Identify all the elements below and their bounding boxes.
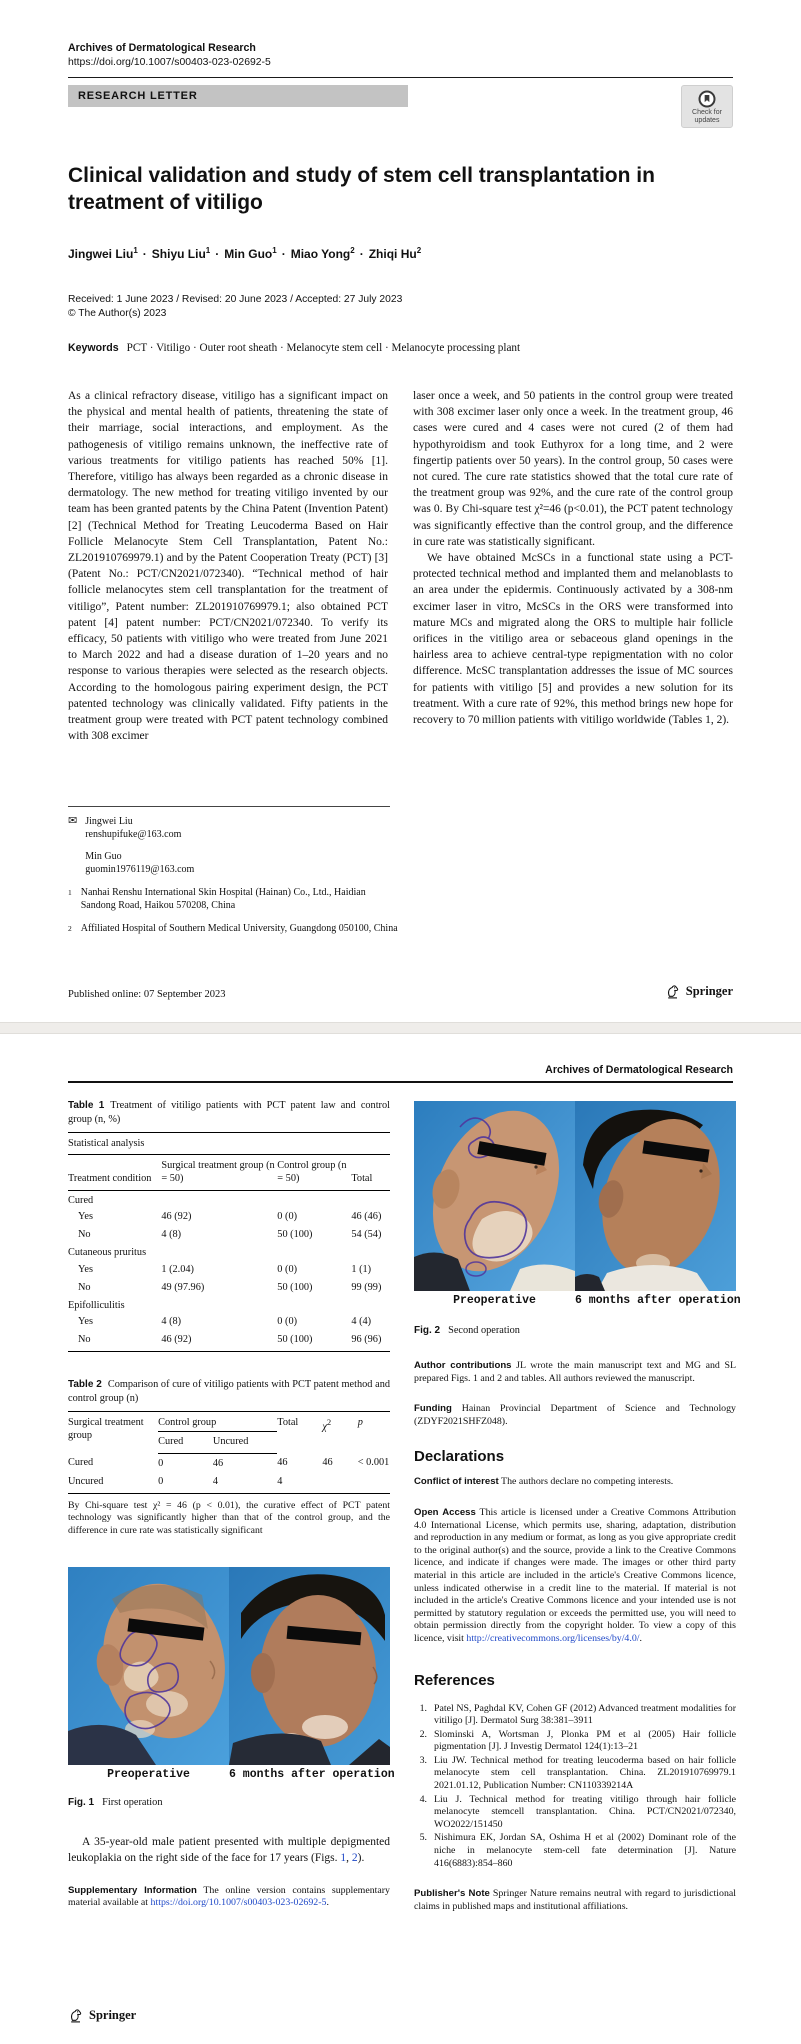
table2-caption: Table 2 Comparison of cure of vitiligo patients with PCT patent method and control group (n) <box>68 1379 390 1404</box>
table-row: No 49 (97.96) 50 (100) 99 (99) <box>78 1281 382 1293</box>
reference-item: 2. Slominski A, Wortsman J, Plonka PM et al (2005) Hair follicle pigmentation [J]. J Investig Dermatol 124(1):13–21 <box>419 1728 736 1753</box>
figure2-caption: Fig. 2 Second operation <box>414 1325 520 1336</box>
author: Jingwei Liu$^1$ <box>68 246 138 261</box>
header-rule <box>68 77 733 78</box>
table-row: No 46 (92) 50 (100) 96 (96) <box>68 1331 390 1352</box>
table-row: Yes 4 (8) 0 (0) 4 (4) <box>78 1316 372 1327</box>
table1-subheader: Statistical analysis <box>68 1133 390 1155</box>
affiliation: 1 Nanhai Renshu International Skin Hospital (Hainan) Co., Ltd., Haidian Sandong Road, Haikou 570208, China <box>68 887 366 911</box>
publishers-note: Publisher's Note Springer Nature remains neutral with regard to jurisdictional claims in published maps and institutional affiliations. <box>414 1888 737 1912</box>
funding: Funding Hainan Provincial Department of Science and Technology (ZDYF2021SHFZ048). <box>414 1403 736 1427</box>
page1-footer <box>68 983 733 1000</box>
journal-name: Archives of Dermatological Research <box>68 42 256 54</box>
affiliation: 2 Affiliated Hospital of Southern Medical University, Guangdong 050100, China <box>68 923 398 934</box>
check-for-updates-badge[interactable] <box>681 85 733 128</box>
figure2-pre-label: Preoperative <box>453 1294 536 1307</box>
figure1-preoperative-photo <box>68 1567 229 1765</box>
table1-section: Cutaneous pruritus <box>68 1247 147 1258</box>
reference-item: 4. Liu J. Technical method for treating vitiligo through hair follicle melanocyte stemcell transplantation. China. PCT/CN2021/072340, WO2022/151450 <box>419 1793 736 1830</box>
body-paragraph: We have obtained McSCs in a functional state using a PCT-protected technical method and implanted them and melanoblasts to an area under the epidermis. Continuously activated by a 308-nm excimer laser in vitro, McSCs in the ORS were transformed into mature MCs and migrated along the ORS to multiple hair follicle orifices in the vitiligo area or sebaceous gland openings in the hairless area to achieve central-type repigmentation with no color difference. McSC transplantation addresses the issue of MC sources for patients with vitiligo [5] and provides a new solution for its treatment. With a cure rate of 92%, this method brings new hope for recovery to 70 million patients with vitiligo worldwide (Tables 1, 2). <box>413 552 733 727</box>
references-heading: References <box>414 1671 495 1689</box>
table-row: Cured 0 46 46 46 < 0.001 <box>68 1457 390 1469</box>
article-title: Clinical validation and study of stem cell transplantation in treatment of vitiligo <box>68 164 655 214</box>
reference-list <box>414 1703 736 1871</box>
banner-row <box>68 85 733 128</box>
doi-line: https://doi.org/10.1007/s00403-023-02692-5 <box>68 57 271 68</box>
reference-item: 1. Patel NS, Paghdal KV, Cohen GF (2012) Advanced treatment modalities for vitiligo [J]. Dermatol Surg 38:381–3911 <box>419 1702 736 1727</box>
figure1-pre-label: Preoperative <box>107 1768 190 1782</box>
conflict-of-interest: Conflict of interest The authors declare no competing interests. <box>414 1476 674 1488</box>
springer-logo: Springer <box>68 2007 136 2024</box>
published-online: Published online: 07 September 2023 <box>68 989 226 1000</box>
table2: Surgical treatment group Control group Total $\chi^2$ p Cured Uncured Cured 0 46 46 46 < 0.001 Uncured 0 4 4 <box>68 1411 390 1494</box>
table1-section: Cured <box>68 1194 94 1206</box>
body-paragraph: laser once a week, and 50 patients in the control group were treated with 308 excimer laser only once a week. In the treatment group, 46 cases were cured and 4 cases were not cured (2 of them had hypothyroidism and took Euthyrox for a long time, and 2 were fingertip patients over 50 years). In the control group, 50 cases were not cured. The cure rate statistics showed that the total cure rate of the treatment group was 92%, and the cure rate of the control group was 0. By Chi-square test χ²=46 (p<0.01), the PCT patent technology was significantly effective than the control group, and the difference in cure rate was statistically significant. <box>413 390 733 548</box>
author: Shiyu Liu$^1$ <box>151 246 211 261</box>
reference-item: 5. Nishimura EK, Jordan SA, Oshima H et al (2002) Dominant role of the niche in melanocyte stem-cell fate determination [J]. Nature 416(6883):854–860 <box>419 1832 736 1869</box>
body-column-right <box>413 388 733 796</box>
table1: Statistical analysis Treatment condition Surgical treatment group (n = 50) Control group (n = 50) Total Cured Yes 46 (92) 0 (0) 46 (46) No 4 (8) 50 (100) 54 (54) Cutaneous pruritus Yes 1 (2.04) 0 (0) 1 (1) No 49 (97.96) 50 (100) 99 (99) Epifolliculitis Yes 4 (8) 0 (0) 4 (4) No 46 (92) 50 (100) 96 (96) <box>68 1132 390 1352</box>
body-column-left <box>68 388 388 796</box>
corresponding-name: Jingwei Liu <box>85 816 133 827</box>
figure2-postoperative-photo <box>575 1101 736 1291</box>
running-head: Archives of Dermatological Research <box>545 1064 733 1076</box>
check-updates-text-2: updates <box>694 117 720 124</box>
figure2-post-label: 6 months after operation <box>575 1294 741 1307</box>
supplementary-information: Supplementary Information The online version contains supplementary material available at https://doi.org/10.1007/s00403-023-02692-5. <box>68 1884 390 1909</box>
figure2-photo-labels <box>414 1291 741 1309</box>
table2-note: By Chi-square test χ² = 46 (p < 0.01), the curative effect of PCT patent technology was significantly higher than that of the control group, and the difference in cure rate was statistically significant <box>68 1499 390 1536</box>
article-history: Received: 1 June 2023 / Revised: 20 June 2023 / Accepted: 27 July 2023 <box>68 294 403 305</box>
corresponding-authors <box>68 815 398 876</box>
figure2-preoperative-photo <box>414 1101 575 1291</box>
footnote-block <box>68 815 398 935</box>
copyright-line: © The Author(s) 2023 <box>68 308 167 319</box>
springer-horse-icon <box>665 983 681 1000</box>
open-access: Open Access This article is licensed under a Creative Commons Attribution 4.0 International License, which permits use, sharing, adaptation, distribution and reproduction in any medium or format, as long as you give appropriate credit to the original author(s) and the source, provide a link to the Creative Commons licence, and indicate if changes were made. The images or other third party material in this article are included in the article's Creative Commons licence, unless indicated otherwise in a credit line to the material. If material is not included in the article's Creative Commons licence and your intended use is not permitted by statutory regulation or exceeds the permitted use, you will need to obtain permission directly from the copyright holder. To view a copy of this licence, visit http://creativecommons.org/licenses/by/4.0/. <box>414 1506 736 1644</box>
corresponding-email[interactable]: renshupifuke@163.com <box>85 829 182 840</box>
bookmark-circle-icon <box>697 89 717 109</box>
creative-commons-link[interactable]: http://creativecommons.org/licenses/by/4.0/ <box>466 1632 640 1644</box>
figure1-caption: Fig. 1 First operation <box>68 1797 163 1809</box>
corresponding-name: Min Guo <box>85 851 122 862</box>
reference-item: 3. Liu JW. Technical method for treating leucoderma based on hair follicle melanocyte stem cell transplantation. China. ZL201910769979.1 2021.01.12, Publication Number: CN110339214A <box>419 1754 736 1792</box>
table1-section: Epifolliculitis <box>68 1299 125 1311</box>
check-updates-text-1: Check for <box>692 109 722 116</box>
figure1-postoperative-photo <box>229 1567 390 1765</box>
figure1-post-label: 6 months after operation <box>229 1768 395 1782</box>
table1-caption: Table 1 Treatment of vitiligo patients with PCT patent law and control group (n, %) <box>68 1100 390 1125</box>
author: Zhiqi Hu$^2$ <box>368 246 422 261</box>
envelope-icon: ✉ <box>68 815 78 827</box>
author-separator: · <box>359 247 364 261</box>
table-row: Yes 46 (92) 0 (0) 46 (46) <box>78 1211 382 1222</box>
table-row: Yes 1 (2.04) 0 (0) 1 (1) <box>78 1263 372 1275</box>
table-row: Uncured 0 4 4 <box>68 1472 390 1493</box>
page-divider <box>0 1022 801 1034</box>
footnote-rule <box>68 806 390 807</box>
keywords-text: PCT · Vitiligo · Outer root sheath · Melanocyte stem cell · Melanocyte processing plant <box>126 342 521 354</box>
case-paragraph: A 35-year-old male patient presented with multiple depigmented leukoplakia on the right side of the face for 17 years (Figs. 1, 2). <box>68 1836 390 1865</box>
supplementary-doi-link[interactable]: https://doi.org/10.1007/s00403-023-02692-5 <box>150 1897 327 1909</box>
article-type-banner: RESEARCH LETTER <box>68 85 408 107</box>
figure-1 <box>68 1567 395 1783</box>
author-separator: · <box>281 247 286 261</box>
figure1-photo-labels <box>68 1765 395 1783</box>
figure1-link[interactable]: 1 <box>340 1852 347 1865</box>
body-paragraph: As a clinical refractory disease, vitiligo has a significant impact on the physical and mental health of patients, threatening the state of their marriage, social interactions, and employment. As the pathogenesis of vitiligo remains unknown, the ineffective rate of various treatments for vitiligo patients has reached 50% [1]. Therefore, vitiligo has always been regarded as a chronic disease in dermatology. The new method for treating vitiligo invented by our team has been granted patents by the China Patent (Invention Patent) [2] (Technical Method for Treating Leucoderma Based on Hair Follicle Melanocyte Stem Cell Transplantation, Patent No.: ZL201910769979.1) and by the Patent Cooperation Treaty (PCT) [3] (Patent No.: PCT/CN2021/072340). “Technical method of hair follicle melanocytes stem cell transplantation for the treatment of vitiligo”, Patent number: ZL201910769979.1; also obtained PCT patent [4] patent number: PCT/CN2021/072340. To verify its efficacy, 50 patients with vitiligo who were treated from June 2021 to March 2022 and had a disease duration of 1–20 years and no response to various therapies were selected as the research objects. According to the homologous pairing experiment design, the PCT patented technology was clinically validated. Fifty patients in the treatment group were treated with PCT patent technology combined with 308 excimer <box>68 390 388 743</box>
page-2 <box>0 1034 801 2044</box>
running-head-rule <box>68 1081 733 1083</box>
springer-horse-icon <box>68 2007 84 2024</box>
page2-column-right <box>414 1099 741 1913</box>
figure2-link[interactable]: 2 <box>351 1852 358 1865</box>
corresponding-email[interactable]: guomin1976119@163.com <box>85 864 195 875</box>
table-row: No 4 (8) 50 (100) 54 (54) <box>78 1229 382 1240</box>
author-list <box>68 246 733 261</box>
figure-2 <box>414 1101 741 1309</box>
author-separator: · <box>142 247 147 261</box>
declarations-heading: Declarations <box>414 1448 505 1466</box>
page2-column-left <box>68 1099 395 1913</box>
author-contributions: Author contributions JL wrote the main manuscript text and MG and SL prepared Figs. 1 and 2 and tables. All authors reviewed the manuscript. <box>414 1360 737 1384</box>
author: Miao Yong$^2$ <box>290 246 355 261</box>
author: Min Guo$^1$ <box>224 246 277 261</box>
body-columns <box>68 388 733 796</box>
author-separator: · <box>215 247 220 261</box>
springer-logo: Springer <box>665 983 733 1000</box>
keywords-block <box>68 342 733 354</box>
keywords-label: Keywords <box>68 342 119 354</box>
